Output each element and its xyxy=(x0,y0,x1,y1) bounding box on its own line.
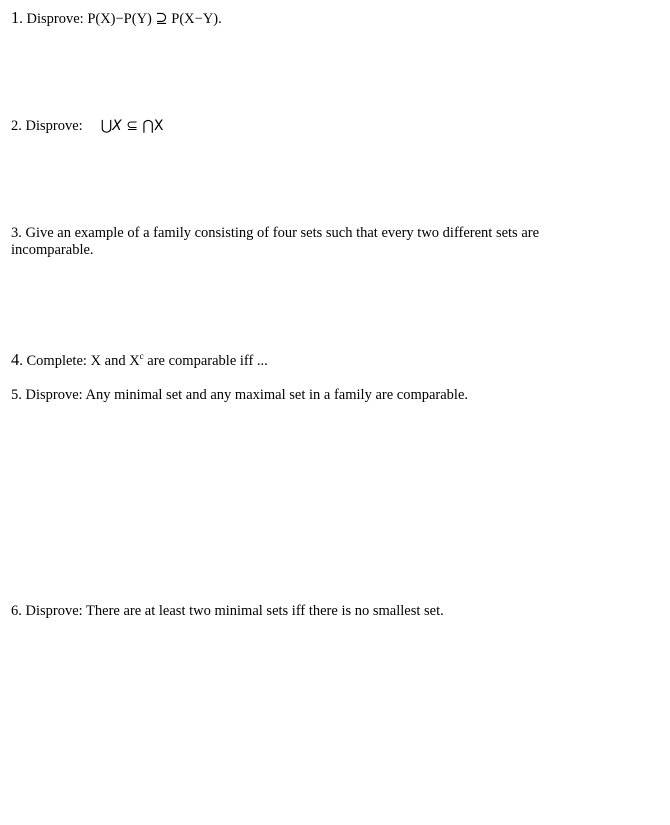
question-6-number: 6 xyxy=(11,603,19,619)
question-4-tail: are comparable iff ... xyxy=(143,353,268,369)
union-variable: X xyxy=(112,118,122,134)
question-4-number: 4 xyxy=(11,350,20,369)
question-3-number: 3 xyxy=(11,225,19,241)
question-6 xyxy=(11,603,611,620)
question-2-label: . Disprove: xyxy=(18,118,83,134)
question-3 xyxy=(11,225,591,259)
big-union-symbol: ⋃ xyxy=(100,118,113,134)
question-5-number: 5 xyxy=(11,387,19,403)
question-2-number: 2 xyxy=(11,118,19,134)
question-1-statement: P(X)−P(Y) ⊇ P(X−Y). xyxy=(87,11,222,27)
question-5 xyxy=(11,387,611,404)
question-1 xyxy=(11,9,611,28)
question-5-label: . Disprove: Any minimal set and any maximal set in a family are comparable. xyxy=(18,387,469,403)
intersection-variable: X xyxy=(153,118,164,134)
complement-superscript: c xyxy=(139,351,144,361)
question-4-label: . Complete: X and X xyxy=(19,353,140,369)
subset-symbol: ⊆ xyxy=(121,118,143,134)
question-1-number: 1 xyxy=(11,8,20,27)
question-2-formula xyxy=(101,118,164,134)
question-4 xyxy=(11,351,611,370)
big-intersection-symbol: ⋂ xyxy=(142,118,154,134)
question-6-label: . Disprove: There are at least two minimal sets iff there is no smallest set. xyxy=(18,603,444,619)
question-3-label: . Give an example of a family consisting of four sets such that every two different sets are incomparable. xyxy=(11,225,540,258)
question-2 xyxy=(11,118,611,135)
question-1-label: . Disprove: xyxy=(19,11,88,27)
